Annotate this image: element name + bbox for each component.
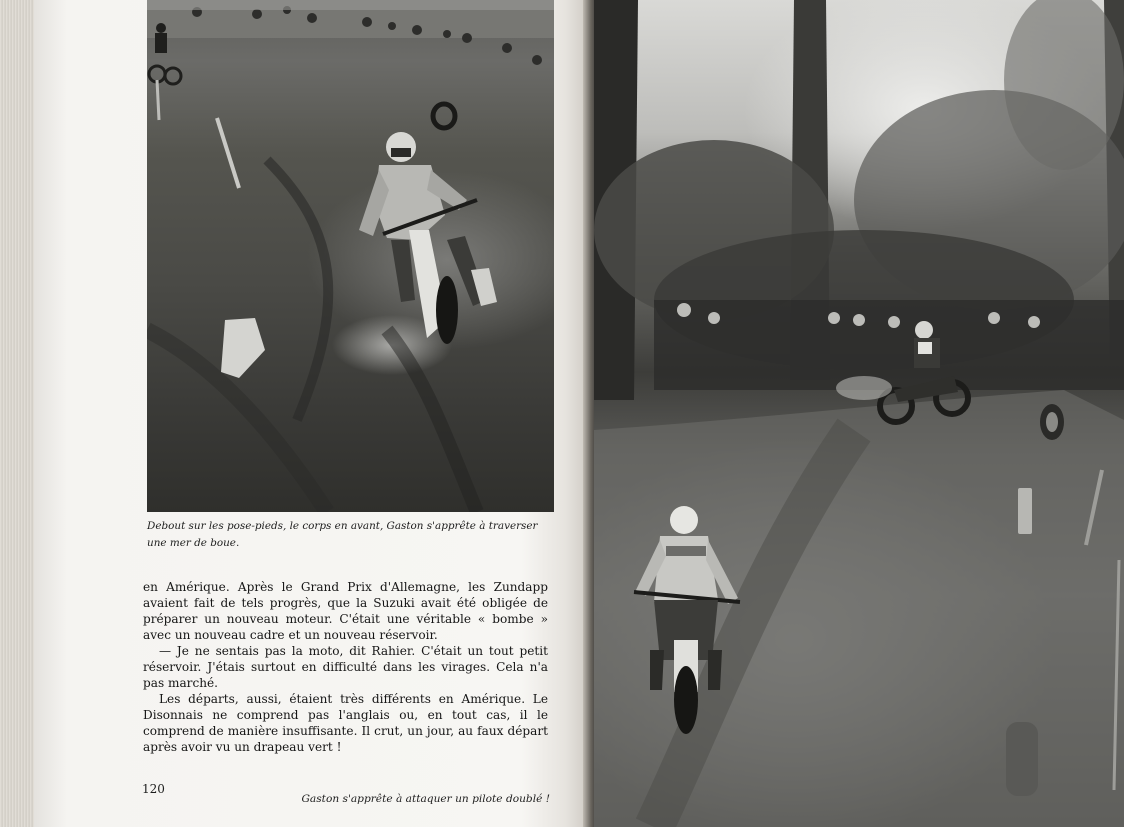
paragraph: Les départs, aussi, étaient très différents en Amérique. Le Disonnais ne comprend pas l'anglais ou, en tout cas, il le comprend de manière insuffisante. Il crut, un jour, au faux départ après avoir vu un drapeau vert ! bbox=[143, 692, 548, 754]
body-text bbox=[143, 579, 548, 755]
mud-scene-drawing bbox=[147, 0, 554, 512]
photo-caption: Debout sur les pose-pieds, le corps en avant, Gaston s'apprête à traverser une mer de boue. bbox=[147, 520, 538, 549]
paragraph: en Amérique. Après le Grand Prix d'Allemagne, les Zundapp avaient fait de tels progrès, que la Suzuki avait été obligée de préparer un nouveau moteur. C'était une véritable « bombe » avec un nouveau cadre et un nouveau réservoir. bbox=[143, 580, 548, 642]
paragraph: — Je ne sentais pas la moto, dit Rahier. C'était un tout petit réservoir. J'étais surtout en difficulté dans les virages. Cela n'a pas marché. bbox=[143, 644, 548, 690]
book-page-edges bbox=[0, 0, 38, 827]
photo-rider-in-mud bbox=[147, 0, 554, 512]
photo-riders-forest-track bbox=[594, 0, 1124, 827]
bottom-caption: Gaston s'apprête à attaquer un pilote doublé ! bbox=[301, 793, 550, 805]
page-number: 120 bbox=[142, 782, 165, 796]
forest-scene-drawing bbox=[594, 0, 1124, 827]
